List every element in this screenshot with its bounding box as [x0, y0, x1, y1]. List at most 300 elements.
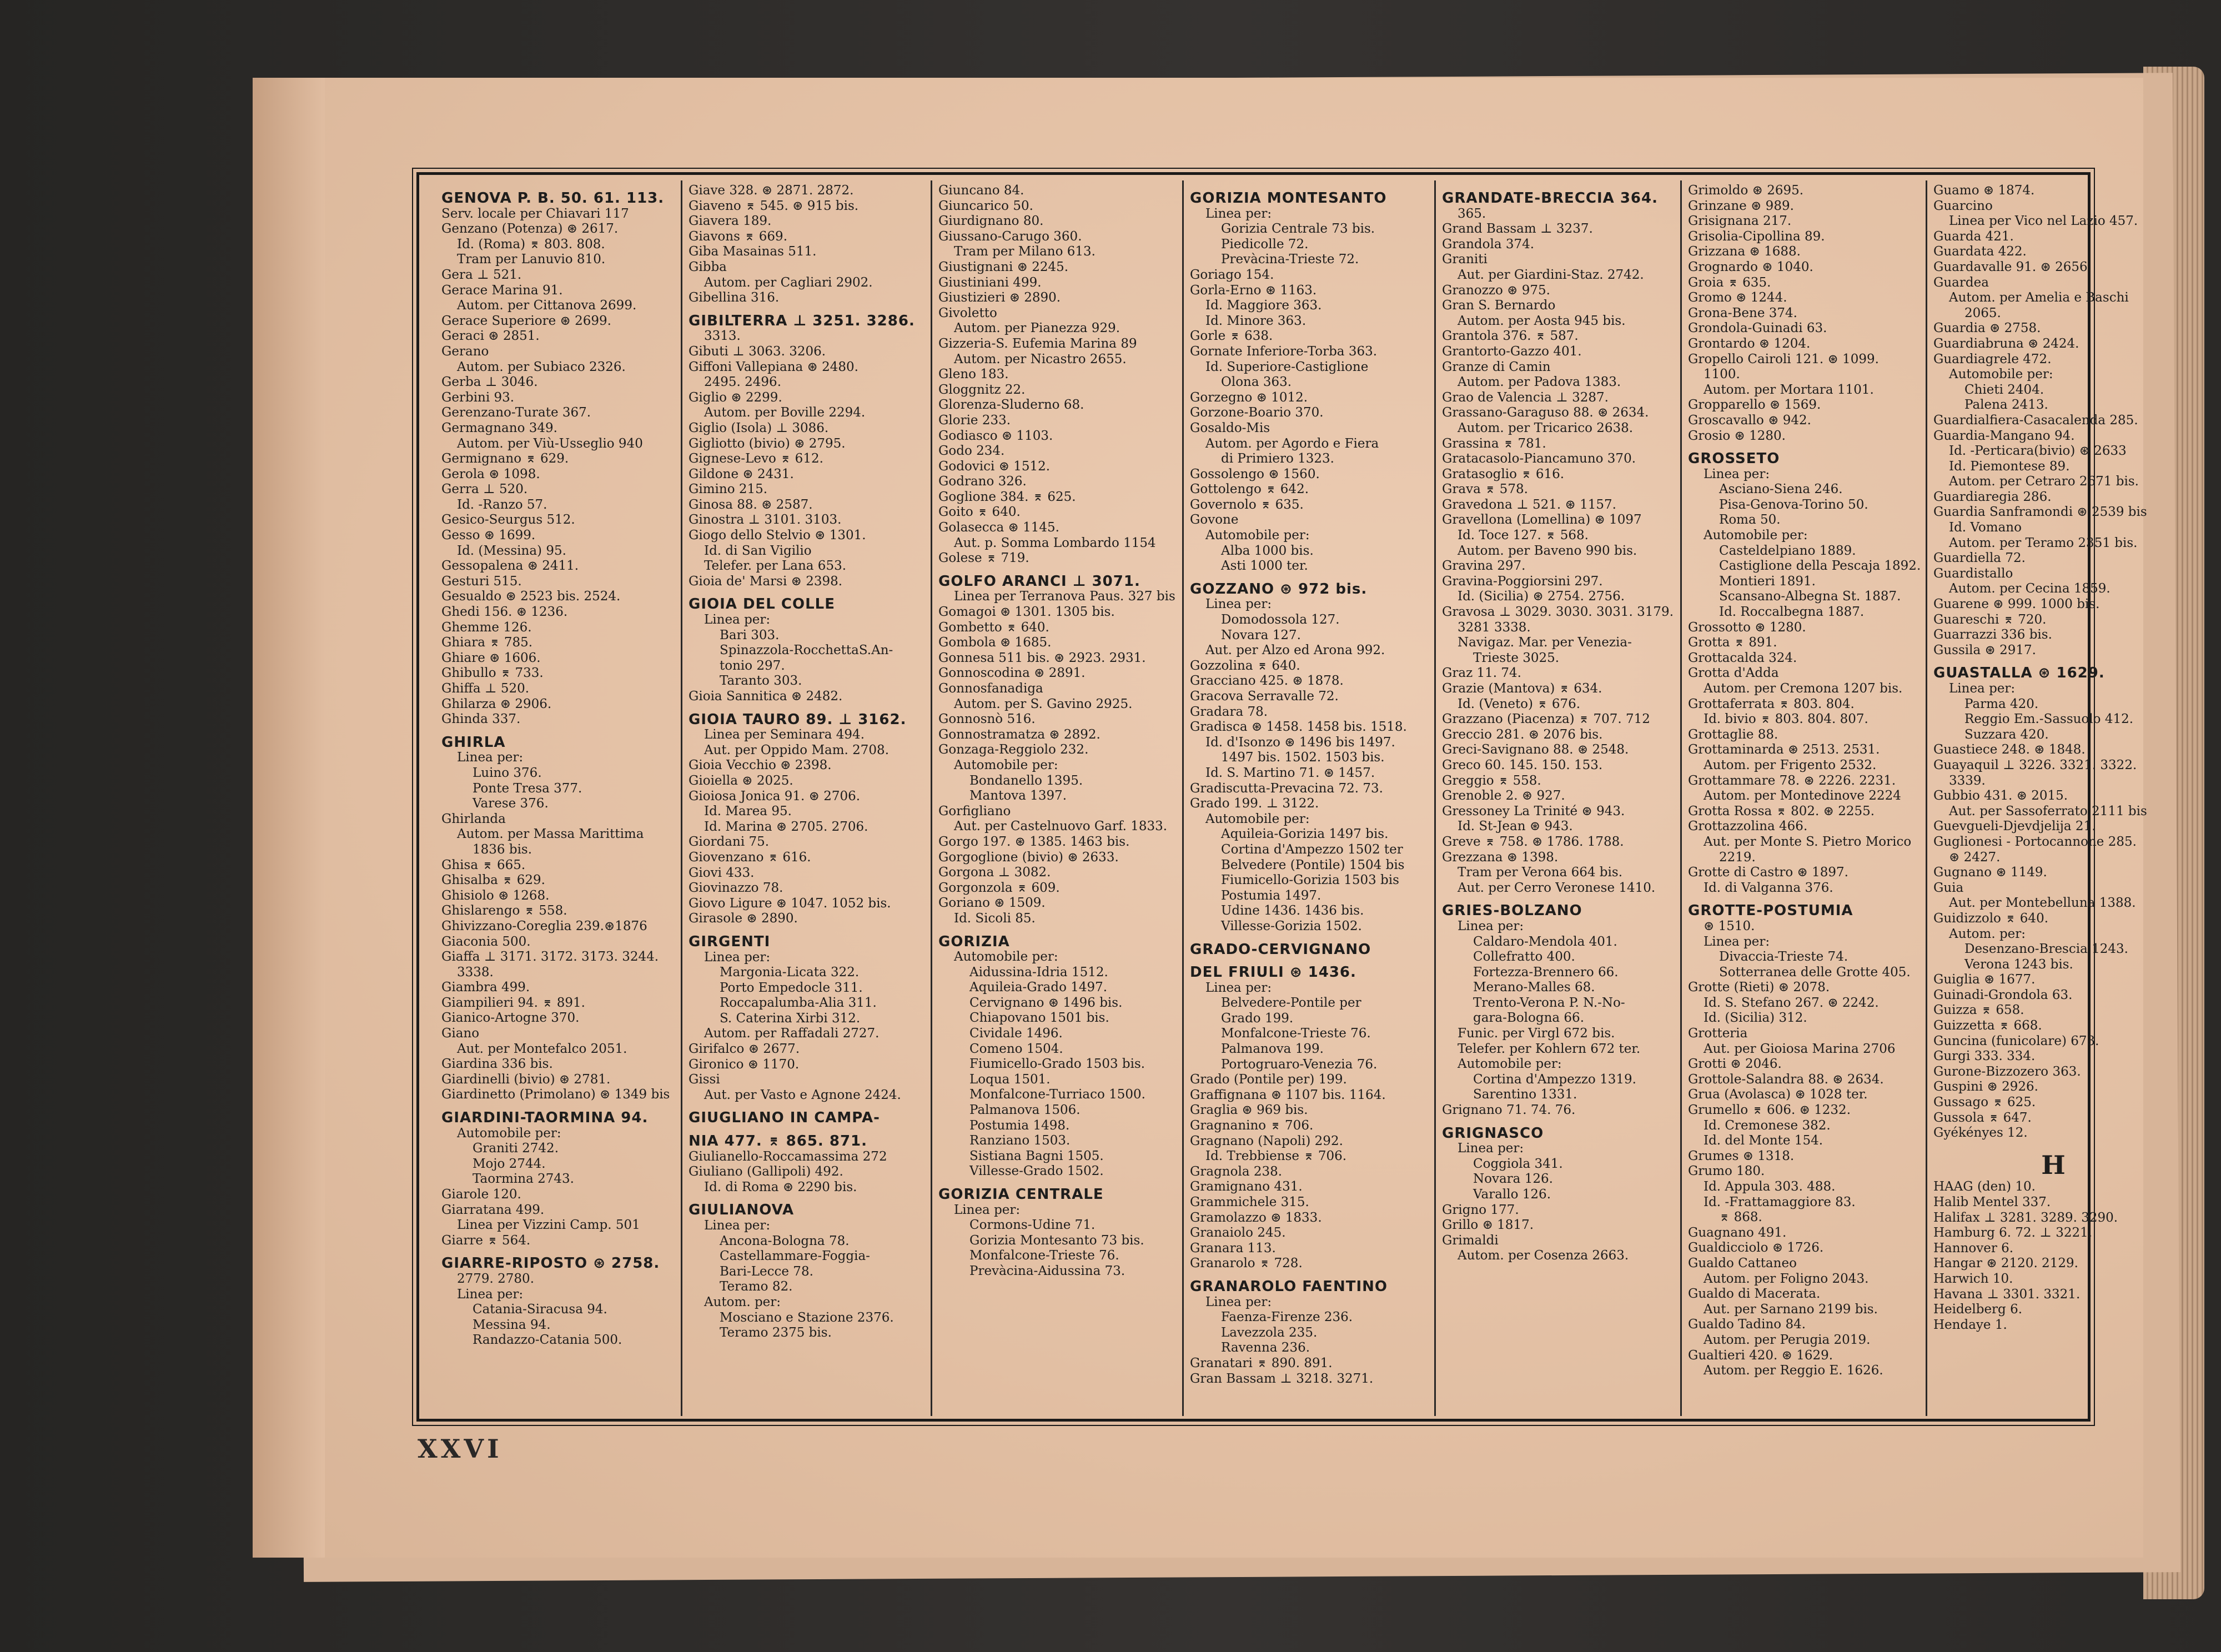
index-heading: GHIRLA	[441, 734, 506, 751]
index-entry: Id. di Roma ⊛ 2290 bis.	[704, 1179, 857, 1194]
index-entry: Gonnosfanadiga	[938, 681, 1043, 696]
index-entry: Guastiece 248. ⊛ 1848.	[1933, 742, 2086, 757]
index-entry: Germignano ⌆ 629.	[441, 451, 569, 466]
index-entry: Linea per:	[1704, 466, 1770, 481]
index-entry: Divaccia-Trieste 74.	[1719, 950, 1848, 965]
index-entry: Olona 363.	[1221, 375, 1292, 390]
index-heading: GIARRE-RIPOSTO ⊛ 2758.	[441, 1255, 660, 1272]
index-entry: Gratasoglio ⌆ 616.	[1442, 466, 1565, 481]
index-entry: 1100.	[1704, 367, 1740, 382]
index-entry: Margonia-Licata 322.	[720, 965, 860, 980]
index-entry: Guardiaregia 286.	[1933, 489, 2052, 504]
index-entry: Graniti	[1442, 252, 1488, 267]
index-entry: ⊛ 1510.	[1704, 918, 1755, 933]
index-entry: Aut. per Montebelluna 1388.	[1949, 896, 2136, 911]
column-rule	[1926, 180, 1927, 1416]
index-entry: Autom. per Cosenza 2663.	[1458, 1248, 1629, 1263]
index-entry: Guarene ⊛ 999. 1000 bis.	[1933, 597, 2100, 612]
index-entry: Id. Marina ⊛ 2705. 2706.	[704, 819, 868, 834]
index-entry: Grantorto-Gazzo 401.	[1442, 344, 1582, 359]
index-entry: Mosciano e Stazione 2376.	[720, 1310, 894, 1325]
index-entry: di Primiero 1323.	[1221, 451, 1334, 466]
index-entry: ⊛ 2427.	[1949, 850, 2001, 865]
index-entry: Giuncano 84.	[938, 183, 1024, 198]
index-entry: Gragnano (Napoli) 292.	[1190, 1133, 1343, 1148]
index-entry: Autom. per Cecina 1859.	[1949, 581, 2111, 596]
index-entry: Harwich 10.	[1933, 1271, 2013, 1286]
index-entry: Grottaminarda ⊛ 2513. 2531.	[1688, 742, 1880, 757]
index-entry: Prevàcina-Aidussina 73.	[969, 1263, 1125, 1278]
index-entry: Giuncarico 50.	[938, 198, 1033, 213]
index-entry: S. Caterina Xirbi 312.	[720, 1011, 861, 1026]
index-entry: Cividale 1496.	[969, 1026, 1063, 1041]
index-entry: Id. d'Isonzo ⊛ 1496 bis 1497.	[1205, 735, 1395, 750]
index-entry: Gesico-Seurgus 512.	[441, 513, 575, 528]
index-entry: Autom. per Padova 1383.	[1458, 375, 1621, 390]
index-entry: Chiapovano 1501 bis.	[969, 1011, 1109, 1026]
index-entry: Autom. per Raffadali 2727.	[704, 1026, 880, 1041]
index-entry: Graffignana ⊛ 1107 bis. 1164.	[1190, 1087, 1386, 1102]
index-entry: Ghinda 337.	[441, 712, 521, 727]
index-entry: Id. Trebbiense ⌆ 706.	[1205, 1149, 1347, 1164]
index-entry: Reggio Em.-Sassuolo 412.	[1964, 712, 2134, 727]
index-column	[441, 183, 681, 1410]
index-entry: Belvedere-Pontile per	[1221, 996, 1361, 1011]
index-heading: NIA 477. ⌆ 865. 871.	[689, 1133, 867, 1150]
index-entry: Aut. per Montefalco 2051.	[457, 1041, 627, 1056]
index-entry: gara-Bologna 66.	[1473, 1011, 1585, 1026]
index-entry: Guardia ⊛ 2758.	[1933, 321, 2041, 336]
index-entry: 1836 bis.	[473, 842, 532, 857]
index-heading: GRIES-BOLZANO	[1442, 902, 1582, 920]
index-entry: Grimaldi	[1442, 1233, 1499, 1248]
index-entry: Linea per:	[457, 750, 524, 765]
index-entry: Ghisiolo ⊛ 1268.	[441, 888, 550, 903]
index-entry: Pisa-Genova-Torino 50.	[1719, 497, 1868, 512]
index-entry: Bari-Lecce 78.	[720, 1264, 813, 1279]
index-entry: Gravedona ⊥ 521. ⊛ 1157.	[1442, 497, 1616, 512]
index-entry: Gradisca ⊛ 1458. 1458 bis. 1518.	[1190, 720, 1407, 735]
index-entry: Hannover 6.	[1933, 1241, 2014, 1256]
index-entry: Aquileia-Grado 1497.	[969, 980, 1108, 995]
index-entry: Guarrazzi 336 bis.	[1933, 627, 2052, 642]
index-entry: Gromo ⊛ 1244.	[1688, 290, 1787, 305]
index-entry: Castiglione della Pescaja 1892.	[1719, 559, 1921, 574]
index-entry: Autom. per Cremona 1207 bis.	[1704, 681, 1903, 696]
index-entry: Godiasco ⊛ 1103.	[938, 428, 1053, 443]
index-entry: Aut. per Oppido Mam. 2708.	[704, 742, 890, 757]
index-entry: Autom. per Agordo e Fiera	[1205, 436, 1379, 451]
index-entry: Giuliano (Gallipoli) 492.	[689, 1164, 843, 1179]
index-entry: Aut. p. Somma Lombardo 1154	[954, 535, 1156, 550]
index-entry: Gurone-Bizzozero 363.	[1933, 1064, 2081, 1079]
index-entry: Id. S. Martino 71. ⊛ 1457.	[1205, 765, 1375, 780]
index-entry: Autom. per Montedinove 2224	[1704, 789, 1901, 804]
index-entry: Sarentino 1331.	[1473, 1087, 1577, 1102]
index-entry: 3339.	[1949, 773, 1986, 788]
index-entry: Gonnosnò 516.	[938, 712, 1036, 727]
index-entry: Girasole ⊛ 2890.	[689, 911, 798, 926]
index-entry: Collefratto 400.	[1473, 950, 1575, 965]
index-entry: Guarcino	[1933, 198, 1993, 213]
index-entry: Govone	[1190, 513, 1239, 528]
index-entry: Linea per:	[457, 1287, 524, 1302]
index-entry: Aut. per Monte S. Pietro Morico	[1704, 834, 1912, 849]
index-entry: Automobile per:	[1949, 367, 2053, 382]
index-entry: Roma 50.	[1719, 513, 1781, 528]
index-entry: Grisolia-Cipollina 89.	[1688, 229, 1825, 244]
index-entry: Giglio ⊛ 2299.	[689, 390, 782, 405]
index-entry: Aut. per Sassoferrato 2111 bis	[1949, 804, 2147, 819]
index-entry: Lavezzola 235.	[1221, 1325, 1318, 1340]
index-entry: Giavera 189.	[689, 214, 772, 229]
index-entry: Godovici ⊛ 1512.	[938, 459, 1051, 474]
index-entry: Gonnostramatza ⊛ 2892.	[938, 727, 1101, 742]
index-entry: Autom. per Pianezza 929.	[954, 321, 1120, 336]
index-heading: GRANAROLO FAENTINO	[1190, 1278, 1388, 1295]
index-entry: Gorgoglione (bivio) ⊛ 2633.	[938, 850, 1119, 865]
index-entry: Autom. per S. Gavino 2925.	[954, 696, 1133, 711]
index-entry: Guevgueli-Djevdjelija 21.	[1933, 819, 2096, 834]
index-entry: Godo 234.	[938, 444, 1005, 459]
index-entry: Gorizia Centrale 73 bis.	[1221, 222, 1375, 237]
index-entry: Grava ⌆ 578.	[1442, 482, 1528, 497]
index-entry: Ginosa 88. ⊛ 2587.	[689, 497, 813, 512]
index-entry: Grignano 71. 74. 76.	[1442, 1103, 1576, 1118]
index-entry: Gibellina 316.	[689, 290, 780, 305]
index-entry: Goriago 154.	[1190, 267, 1274, 282]
index-entry: Grassina ⌆ 781.	[1442, 436, 1546, 451]
index-entry: Randazzo-Catania 500.	[473, 1333, 622, 1348]
index-entry: Aut. per Cerro Veronese 1410.	[1458, 880, 1656, 895]
index-entry: Ghisa ⌆ 665.	[441, 857, 526, 872]
index-entry: Id. bivio ⌆ 803. 804. 807.	[1704, 712, 1868, 727]
index-entry: Taormina 2743.	[473, 1172, 574, 1187]
index-entry: Cortina d'Ampezzo 1319.	[1473, 1072, 1636, 1087]
index-entry: Gioiosa Jonica 91. ⊛ 2706.	[689, 789, 861, 804]
index-entry: Id. -Perticara(bivio) ⊛ 2633	[1949, 444, 2127, 459]
index-entry: Ghisalba ⌆ 629.	[441, 873, 545, 888]
index-entry: Aut. per Castelnuovo Garf. 1833.	[954, 819, 1168, 834]
index-entry: Gerra ⊥ 520.	[441, 482, 528, 497]
index-entry: Desenzano-Brescia 1243.	[1964, 942, 2128, 957]
index-entry: Gorfigliano	[938, 804, 1011, 819]
index-entry: Navigaz. Mar. per Venezia-	[1458, 635, 1632, 650]
index-entry: Granozzo ⊛ 975.	[1442, 283, 1550, 298]
index-column	[1688, 183, 1928, 1410]
index-entry: Giurdignano 80.	[938, 214, 1044, 229]
index-entry: Mantova 1397.	[969, 789, 1067, 804]
index-entry: 2065.	[1964, 305, 2001, 320]
index-entry: Varese 376.	[473, 796, 549, 811]
index-entry: Granze di Camin	[1442, 359, 1551, 374]
index-entry: Grassano-Garaguso 88. ⊛ 2634.	[1442, 405, 1649, 420]
index-entry: Giustignani ⊛ 2245.	[938, 259, 1069, 274]
index-entry: Giardina 336 bis.	[441, 1057, 553, 1072]
index-entry: Grammichele 315.	[1190, 1195, 1309, 1209]
index-entry: Grandola 374.	[1442, 237, 1535, 252]
index-entry: Gravellona (Lomellina) ⊛ 1097	[1442, 513, 1642, 528]
index-entry: Gorgonzola ⌆ 609.	[938, 880, 1060, 895]
index-heading: GOZZANO ⊛ 972 bis.	[1190, 580, 1368, 597]
index-entry: Id. Roccalbegna 1887.	[1719, 605, 1865, 620]
index-entry: Giaconia 500.	[441, 934, 531, 949]
index-heading: GIUGLIANO IN CAMPA-	[689, 1109, 880, 1127]
index-entry: Gussila ⊛ 2917.	[1933, 642, 2036, 657]
index-heading: GIARDINI-TAORMINA 94.	[441, 1109, 649, 1127]
index-entry: Palmanova 1506.	[969, 1103, 1081, 1118]
index-entry: Gerba ⊥ 3046.	[441, 375, 538, 390]
index-entry: Gubbio 431. ⊛ 2015.	[1933, 789, 2068, 804]
index-entry: Guardistallo	[1933, 566, 2013, 581]
index-entry: Halifax ⊥ 3281. 3289. 3290.	[1933, 1210, 2118, 1225]
index-entry: Alba 1000 bis.	[1221, 543, 1314, 558]
index-entry: Grognardo ⊛ 1040.	[1688, 259, 1813, 274]
index-entry: Caldaro-Mendola 401.	[1473, 934, 1617, 949]
index-heading: GRIGNASCO	[1442, 1124, 1544, 1142]
index-entry: Bondanello 1395.	[969, 773, 1083, 788]
index-entry: Guiglia ⊛ 1677.	[1933, 972, 2036, 987]
index-entry: Guardia Sanframondi ⊛ 2539 bis	[1933, 505, 2147, 520]
index-entry: Grumo 180.	[1688, 1164, 1765, 1179]
index-entry: Governolo ⌆ 635.	[1190, 497, 1304, 512]
index-entry: Giaveno ⌆ 545. ⊛ 915 bis.	[689, 198, 859, 213]
index-entry: Grua (Avolasca) ⊛ 1028 ter.	[1688, 1087, 1868, 1102]
index-entry: Id. di San Vigilio	[704, 543, 812, 558]
index-entry: Gracova Serravalle 72.	[1190, 689, 1339, 704]
index-entry: Id. Superiore-Castiglione	[1205, 359, 1369, 374]
index-entry: Grumello ⌆ 606. ⊛ 1232.	[1688, 1103, 1851, 1118]
index-entry: Grontardo ⊛ 1204.	[1688, 336, 1811, 351]
index-entry: Hendaye 1.	[1933, 1317, 2007, 1332]
index-entry: Linea per:	[1205, 980, 1272, 995]
index-entry: 2495. 2496.	[704, 375, 781, 390]
index-entry: Automobile per:	[1458, 1057, 1562, 1072]
index-entry: Ghibullo ⌆ 733.	[441, 666, 544, 681]
index-entry: Id. (Veneto) ⌆ 676.	[1458, 696, 1581, 711]
column-rule	[1182, 180, 1184, 1416]
index-entry: Grimoldo ⊛ 2695.	[1688, 183, 1804, 198]
index-entry: Gesso ⊛ 1699.	[441, 528, 536, 543]
index-entry: Ghiare ⊛ 1606.	[441, 650, 541, 665]
index-entry: Gleno 183.	[938, 367, 1009, 382]
index-entry: Autom. per Massa Marittima	[457, 827, 644, 842]
index-entry: Granarolo ⌆ 728.	[1190, 1256, 1303, 1271]
index-entry: Guncina (funicolare) 673.	[1933, 1033, 2099, 1048]
index-entry: Grado 199.	[1221, 1011, 1294, 1026]
index-entry: Automobile per:	[457, 1126, 561, 1141]
index-entry: Monfalcone-Trieste 76.	[1221, 1026, 1371, 1041]
index-entry: Linea per:	[1458, 918, 1524, 933]
index-entry: Giovo Ligure ⊛ 1047. 1052 bis.	[689, 896, 891, 911]
index-column	[1190, 183, 1430, 1410]
index-entry: Giano	[441, 1026, 480, 1041]
index-entry: Linea per:	[1205, 1294, 1272, 1309]
index-heading: GRANDATE-BRECCIA 364.	[1442, 190, 1658, 207]
index-entry: Gussola ⌆ 647.	[1933, 1110, 2032, 1125]
column-rule	[681, 180, 682, 1416]
index-entry: Gessopalena ⊛ 2411.	[441, 559, 579, 574]
index-entry: Grand Bassam ⊥ 3237.	[1442, 222, 1593, 237]
index-entry: Gonnesa 511 bis. ⊛ 2923. 2931.	[938, 650, 1146, 665]
index-entry: Giustizieri ⊛ 2890.	[938, 290, 1061, 305]
index-entry: Id. Marea 95.	[704, 804, 792, 819]
index-entry: Gressoney La Trinité ⊛ 943.	[1442, 804, 1625, 819]
index-entry: Autom. per Mortara 1101.	[1704, 382, 1874, 397]
index-entry: Guinadi-Grondola 63.	[1933, 987, 2073, 1002]
index-entry: Id. S. Stefano 267. ⊛ 2242.	[1704, 995, 1879, 1010]
index-entry: tonio 297.	[720, 658, 785, 673]
index-entry: 2779. 2780.	[457, 1271, 534, 1286]
index-entry: Aidussina-Idria 1512.	[969, 965, 1108, 980]
index-entry: Aut. per Vasto e Agnone 2424.	[704, 1087, 901, 1102]
index-entry: Udine 1436. 1436 bis.	[1221, 903, 1364, 918]
index-entry: Guglionesi - Portocannone 285.	[1933, 834, 2137, 849]
column-rule	[1680, 180, 1682, 1416]
index-entry: Genzano (Potenza) ⊛ 2617.	[441, 222, 619, 237]
index-entry: Gissi	[689, 1072, 720, 1087]
index-entry: Aut. per Alzo ed Arona 992.	[1205, 643, 1385, 658]
index-entry: Ghemme 126.	[441, 620, 532, 635]
index-entry: Granara 113.	[1190, 1241, 1276, 1256]
index-entry: Gerenzano-Turate 367.	[441, 405, 591, 420]
index-entry: Grao de Valencia ⊥ 3287.	[1442, 390, 1609, 405]
index-entry: Glorie 233.	[938, 413, 1011, 428]
index-entry: Id. Toce 127. ⌆ 568.	[1458, 528, 1589, 543]
index-entry: Glorenza-Sluderno 68.	[938, 398, 1084, 413]
index-entry: Sotterranea delle Grotte 405.	[1719, 965, 1911, 980]
index-entry: Fiumicello-Gorizia 1503 bis	[1221, 873, 1399, 888]
index-entry: Taranto 303.	[720, 674, 802, 689]
index-entry: Giavons ⌆ 669.	[689, 229, 788, 244]
index-entry: Gravina 297.	[1442, 559, 1526, 574]
index-entry: Grenoble 2. ⊛ 927.	[1442, 789, 1565, 804]
index-entry: Giarre ⌆ 564.	[441, 1233, 531, 1248]
index-entry: Belvedere (Pontile) 1504 bis	[1221, 857, 1405, 872]
index-entry: Grigno 177.	[1442, 1202, 1519, 1217]
index-entry: Grottammare 78. ⊛ 2226. 2231.	[1688, 773, 1896, 788]
index-entry: Gioiella ⊛ 2025.	[689, 773, 793, 788]
index-entry: Greci-Savignano 88. ⊛ 2548.	[1442, 742, 1629, 757]
index-entry: Loqua 1501.	[969, 1072, 1051, 1087]
index-entry: Grotta ⌆ 891.	[1688, 635, 1777, 650]
index-heading: GUASTALLA ⊛ 1629.	[1933, 665, 2105, 682]
index-entry: Grezzana ⊛ 1398.	[1442, 850, 1559, 865]
index-entry: Bari 303.	[720, 627, 780, 642]
index-entry: Halib Mentel 337.	[1933, 1195, 2051, 1209]
index-entry: Grotteria	[1688, 1026, 1748, 1041]
index-entry: ⌆ 868.	[1719, 1210, 1762, 1225]
index-entry: Parma 420.	[1964, 696, 2039, 711]
index-entry: Porto Empedocle 311.	[720, 980, 863, 995]
index-entry: Autom. per Cittanova 2699.	[457, 298, 637, 313]
index-entry: Ghislarengo ⌆ 558.	[441, 903, 567, 918]
index-entry: Autom. per Viù-Usseglio 940	[457, 436, 643, 451]
index-column	[1933, 183, 2173, 1410]
index-entry: Gurgi 333. 334.	[1933, 1049, 2036, 1064]
index-entry: Tram per Verona 664 bis.	[1458, 865, 1623, 880]
index-entry: Teramo 2375 bis.	[720, 1325, 832, 1340]
index-entry: Ghirlanda	[441, 811, 506, 826]
index-entry: Gignese-Levo ⌆ 612.	[689, 451, 823, 466]
index-entry: Linea per Vico nel Lazio 457.	[1949, 214, 2138, 229]
index-entry: Automobile per:	[1205, 528, 1310, 543]
index-entry: Ghiara ⌆ 785.	[441, 635, 533, 650]
index-entry: Gorzegno ⊛ 1012.	[1190, 390, 1308, 405]
index-entry: Postumia 1498.	[969, 1118, 1070, 1133]
index-entry: Gibuti ⊥ 3063. 3206.	[689, 344, 826, 359]
index-entry: Linea per Seminara 494.	[704, 727, 865, 742]
section-letter: H	[2041, 1149, 2066, 1180]
index-entry: Ginostra ⊥ 3101. 3103.	[689, 513, 842, 528]
index-entry: Roccapalumba-Alia 311.	[720, 996, 877, 1011]
index-entry: Portogruaro-Venezia 76.	[1221, 1057, 1378, 1072]
index-entry: Gravosa ⊥ 3029. 3030. 3031. 3179.	[1442, 605, 1674, 620]
index-entry: Gramignano 431.	[1190, 1179, 1303, 1194]
index-entry: Grizzana ⊛ 1688.	[1688, 244, 1801, 259]
index-entry: Godrano 326.	[938, 474, 1027, 489]
index-entry: Guizzetta ⌆ 668.	[1933, 1018, 2042, 1033]
index-entry: Asti 1000 ter.	[1221, 559, 1308, 574]
index-entry: Aut. per Gioiosa Marina 2706	[1704, 1041, 1896, 1056]
index-entry: Luino 376.	[473, 765, 542, 780]
index-entry: Ranziano 1503.	[969, 1133, 1071, 1148]
index-entry: Goriano ⊛ 1509.	[938, 896, 1046, 911]
index-entry: Grotta Rossa ⌆ 802. ⊛ 2255.	[1688, 804, 1875, 819]
index-entry: Linea per:	[1704, 934, 1770, 949]
index-entry: Mojo 2744.	[473, 1156, 546, 1171]
index-entry: Varallo 126.	[1473, 1187, 1551, 1202]
index-entry: Gimino 215.	[689, 482, 768, 497]
index-heading: GROTTE-POSTUMIA	[1688, 902, 1853, 920]
index-entry: Cortina d'Ampezzo 1502 ter	[1221, 842, 1403, 857]
index-entry: Gussago ⌆ 625.	[1933, 1095, 2036, 1110]
index-entry: 3313.	[704, 329, 741, 344]
index-entry: Grazzano (Piacenza) ⌆ 707. 712	[1442, 712, 1650, 727]
index-entry: Heidelberg 6.	[1933, 1302, 2023, 1317]
index-entry: Greccio 281. ⊛ 2076 bis.	[1442, 727, 1603, 742]
index-entry: Telefer. per Lana 653.	[704, 559, 847, 574]
index-entry: Montieri 1891.	[1719, 574, 1816, 589]
index-entry: Autom. per Amelia e Baschi	[1949, 290, 2129, 305]
index-heading: GIULIANOVA	[689, 1202, 795, 1219]
index-entry: Gizzeria-S. Eufemia Marina 89	[938, 336, 1137, 351]
index-entry: Giarratana 499.	[441, 1202, 545, 1217]
index-entry: Giffoni Vallepiana ⊛ 2480.	[689, 359, 858, 374]
index-entry: Linea per:	[954, 1202, 1021, 1217]
index-entry: Verona 1243 bis.	[1964, 957, 2073, 972]
index-entry: Autom. per:	[1949, 926, 2026, 941]
index-entry: Guardia-Mangano 94.	[1933, 428, 2075, 443]
index-entry: Grosio ⊛ 1280.	[1688, 428, 1786, 443]
index-entry: HAAG (den) 10.	[1933, 1179, 2036, 1194]
index-entry: Gualdicciolo ⊛ 1726.	[1688, 1241, 1824, 1256]
index-entry: Grumes ⊛ 1318.	[1688, 1148, 1795, 1163]
index-entry: Gera ⊥ 521.	[441, 267, 522, 282]
index-entry: Monfalcone-Trieste 76.	[969, 1248, 1119, 1263]
index-entry: Gloggnitz 22.	[938, 382, 1026, 397]
index-entry: Autom. per Foligno 2043.	[1704, 1271, 1869, 1286]
index-entry: Sistiana Bagni 1505.	[969, 1148, 1104, 1163]
index-entry: Grottacalda 324.	[1688, 650, 1797, 665]
index-entry: Id. Minore 363.	[1205, 313, 1307, 328]
index-entry: Giardinetto (Primolano) ⊛ 1349 bis	[441, 1087, 670, 1102]
index-entry: Gornate Inferiore-Torba 363.	[1190, 344, 1378, 359]
index-entry: Gesualdo ⊛ 2523 bis. 2524.	[441, 589, 621, 604]
index-entry: Spinazzola-RocchettaS.An-	[720, 643, 893, 658]
index-entry: Girifalco ⊛ 2677.	[689, 1042, 800, 1057]
index-entry: Graniti 2742.	[473, 1141, 559, 1156]
